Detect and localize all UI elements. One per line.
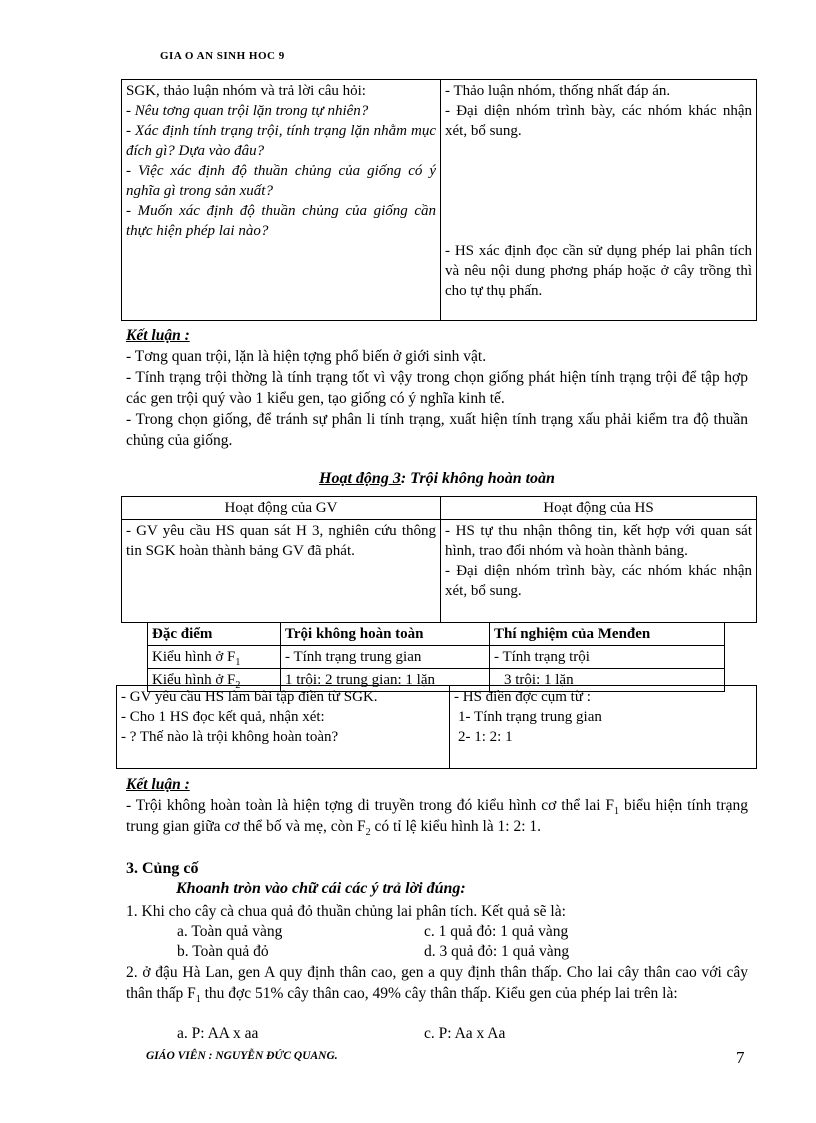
comparison-cell: - Tính trạng trội: [490, 646, 725, 669]
table2-hs-cell: [441, 520, 757, 623]
activity-table-1: [121, 79, 757, 321]
conclusion-1-title: Kết luận :: [126, 327, 190, 344]
question-2: 2. ở đậu Hà Lan, gen A quy định thân cao, gen a quy định thân thấp. Cho lai cây thân cao với cây thân thấp $F_1$ thu đợc 51% cây thân cao, 49% cây thân thấp. Kiểu gen của phép lai trên là:: [126, 964, 748, 1006]
activity-table-2: [121, 496, 757, 623]
q1-option-a: a. Toàn quả vàng: [177, 923, 283, 940]
footer-teacher: GIÁO VIÊN : NGUYỄN ĐỨC QUANG.: [146, 1050, 338, 1062]
table4-left-line: - ? Thế nào là trội không hoàn toàn?: [121, 729, 339, 745]
table4-left-cell: [117, 686, 450, 769]
q1-option-b: b. Toàn quả đỏ: [177, 943, 269, 960]
q1-option-c: c. 1 quả đỏ: 1 quả vàng: [424, 923, 569, 940]
question-1: 1. Khi cho cây cà chua quả đỏ thuần chủng lai phân tích. Kết quả sẽ là:: [126, 903, 566, 920]
activity-table-4: [116, 685, 757, 769]
page-header: GIA O AN SINH HOC 9: [160, 50, 285, 62]
section-3-heading: 3. Củng cố: [126, 860, 199, 877]
table2-hs-line: - HS tự thu nhận thông tin, kết hợp với quan sát hình, trao đổi nhóm và hoàn thành bảng.: [445, 523, 752, 559]
activity-3-label: Hoạt động 3: [319, 470, 401, 487]
table1-right-line: - Thảo luận nhóm, thống nhất đáp án.: [445, 83, 671, 99]
table2-hs-line: - Đại diện nhóm trình bày, các nhóm khác nhận xét, bổ sung.: [445, 563, 752, 599]
conclusion-2-title: Kết luận :: [126, 776, 190, 793]
conclusion-1: [126, 325, 748, 451]
comparison-row-label: Kiểu hình ở $F_2$: [148, 669, 281, 692]
table4-right-cell: [450, 686, 757, 769]
table1-left-line: - Xác định tính trạng trội, tính trạng lặn nhằm mục đích gì? Dựa vào đâu?: [126, 123, 436, 159]
comparison-table: [147, 622, 725, 692]
comparison-header: Đặc điểm: [148, 623, 281, 646]
conclusion-2-text: - Trội không hoàn toàn là hiện tợng di truyền trong đó kiểu hình cơ thể lai $F_1$ biểu hiện tính trạng trung gian giữa cơ thể bố và mẹ, còn $F_2$ có tỉ lệ kiểu hình là 1: 2: 1.: [126, 797, 748, 839]
q1-option-d: d. 3 quả đỏ: 1 quả vàng: [424, 943, 570, 960]
conclusion-2: [126, 774, 748, 837]
table1-left-line: - Nêu tơng quan trội lặn trong tự nhiên?: [126, 103, 369, 119]
comparison-row-label: Kiểu hình ở $F_1$: [148, 646, 281, 669]
table1-right-top-cell: [441, 80, 757, 241]
table1-right-line: - Đại diện nhóm trình bày, các nhóm khác nhận xét, bổ sung.: [445, 103, 752, 139]
q2-option-a: a. P: AA x aa: [177, 1025, 259, 1042]
table2-head-gv: Hoạt động của GV: [122, 497, 441, 520]
q2-option-c: c. P: Aa x Aa: [424, 1025, 506, 1042]
comparison-header: Thí nghiệm của Menđen: [490, 623, 725, 646]
activity-3-title: : Trội không hoàn toàn: [400, 470, 555, 487]
table4-left-line: - GV yêu cầu HS làm bài tập điền từ SGK.: [121, 689, 378, 705]
table1-left-cell: [122, 80, 441, 321]
conclusion-1-line: - Tính trạng trội thờng là tính trạng tốt vì vậy trong chọn giống phát hiện tính trạng trội để tập hợp các gen trội quý vào 1 kiểu gen, tạo giống có ý nghĩa kinh tế.: [126, 369, 748, 407]
table4-right-line: - HS điền đợc cụm từ :: [454, 689, 591, 705]
table4-right-line: 2- 1: 2: 1: [458, 729, 513, 745]
comparison-cell: - Tính trạng trung gian: [281, 646, 490, 669]
table1-left-line: - Muốn xác định độ thuần chủng của giống cần thực hiện phép lai nào?: [126, 203, 436, 239]
table1-left-line: - Việc xác định độ thuần chủng của giống có ý nghĩa gì trong sản xuất?: [126, 163, 436, 199]
comparison-cell: 3 trội: 1 lặn: [490, 669, 725, 692]
activity-3-heading: [126, 470, 748, 488]
comparison-header: Trội không hoàn toàn: [281, 623, 490, 646]
conclusion-1-line: - Tơng quan trội, lặn là hiện tợng phổ biến ở giới sinh vật.: [126, 348, 487, 365]
table4-right-line: 1- Tính trạng trung gian: [458, 709, 602, 725]
section-3-instruction: Khoanh tròn vào chữ cái các ý trả lời đúng:: [176, 880, 466, 897]
table1-right-bottom-cell: - HS xác định đọc cần sử dụng phép lai phân tích và nêu nội dung phơng pháp hoặc ở cây trồng thì cho tự thụ phấn.: [441, 240, 757, 321]
table2-head-hs: Hoạt động của HS: [441, 497, 757, 520]
table2-gv-cell: - GV yêu cầu HS quan sát H 3, nghiên cứu thông tin SGK hoàn thành bảng GV đã phát.: [122, 520, 441, 623]
table1-left-line: SGK, thảo luận nhóm và trả lời câu hỏi:: [126, 83, 366, 99]
table4-left-line: - Cho 1 HS đọc kết quả, nhận xét:: [121, 709, 325, 725]
page-number: 7: [736, 1048, 745, 1067]
comparison-cell: 1 trội: 2 trung gian: 1 lặn: [281, 669, 490, 692]
conclusion-1-line: - Trong chọn giống, để tránh sự phân li tính trạng, xuất hiện tính trạng xấu phải kiểm tra độ thuần chủng của giống.: [126, 411, 748, 449]
